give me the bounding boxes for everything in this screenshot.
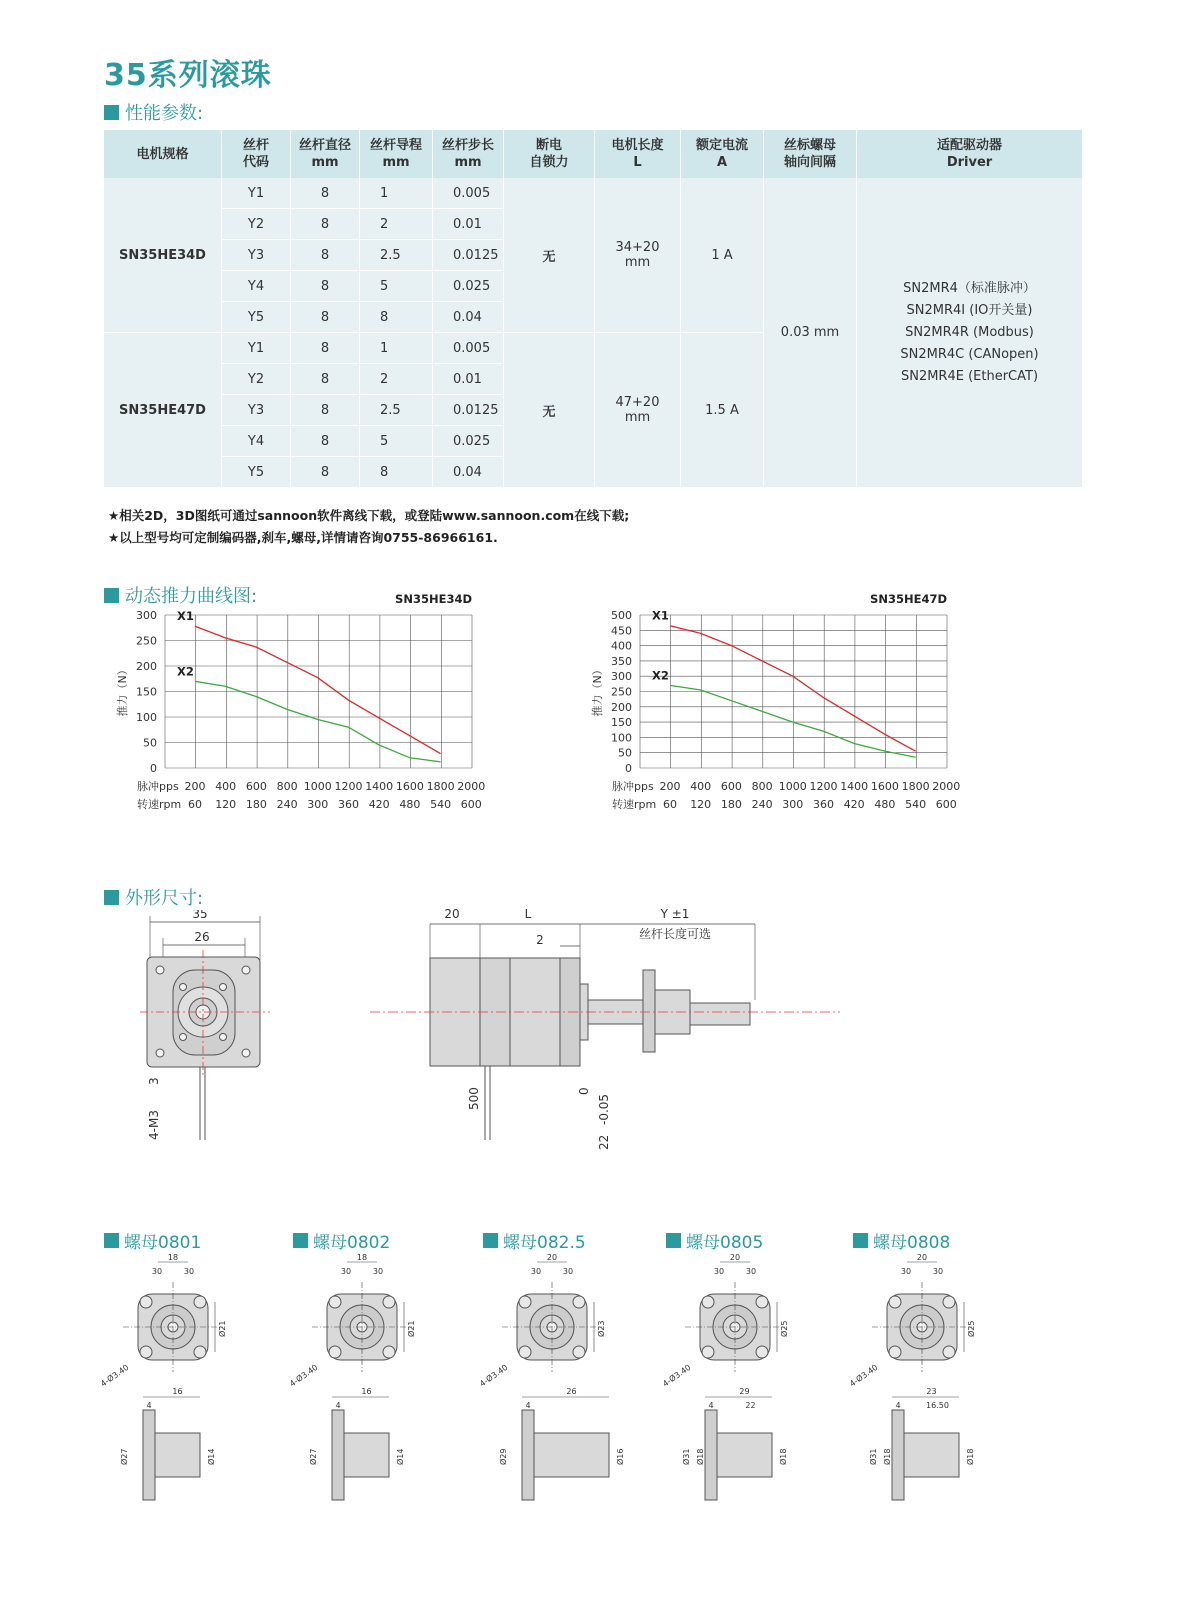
x-tick-label: 200 — [184, 780, 206, 793]
section-curve-label: 动态推力曲线图: — [125, 586, 258, 607]
series-label: X2 — [652, 668, 669, 683]
nut-d-big: Ø29 — [499, 1448, 508, 1465]
nut-flange-w: 4 — [335, 1401, 341, 1410]
cell-step: 0.025 — [433, 426, 504, 457]
nut-flange-w: 4 — [146, 1401, 152, 1410]
bolt-hole — [889, 1296, 901, 1308]
dim-note: 丝杆长度可选 — [638, 927, 712, 941]
nut-side-flange — [332, 1410, 344, 1500]
x-row1-label: 脉冲pps — [612, 780, 654, 793]
nut-angle: 30 — [151, 1267, 163, 1276]
bolt-hole — [702, 1296, 714, 1308]
cell-lock: 无 — [504, 178, 595, 333]
cell-step: 0.01 — [433, 209, 504, 240]
cell-diameter: 8 — [291, 209, 360, 240]
bolt-hole — [383, 1346, 395, 1358]
nut-drawing — [847, 1250, 1022, 1520]
nut-angle: 30 — [183, 1267, 195, 1276]
x-tick-label: 600 — [720, 780, 742, 793]
y-tick-label: 250 — [136, 634, 157, 648]
bolt-hole — [943, 1296, 955, 1308]
side-view-drawing — [370, 900, 850, 1170]
cell-step: 0.005 — [433, 333, 504, 364]
x2-tick-label: 300 — [782, 798, 804, 811]
note-line: ★以上型号均可定制编码器,刹车,螺母,详情请咨询0755-86966161. — [108, 530, 498, 545]
cell-diameter: 8 — [291, 271, 360, 302]
y-axis-label: 推力（N） — [116, 664, 129, 717]
nut-dim-w: 20 — [916, 1253, 928, 1262]
chart-title: SN35HE34D — [395, 592, 472, 606]
table-row — [104, 178, 1083, 209]
cell-code: Y3 — [222, 240, 291, 271]
series-line-X2 — [195, 681, 441, 762]
y-tick-label: 500 — [611, 609, 632, 622]
notes — [108, 505, 629, 549]
dim-2: 2 — [536, 933, 544, 947]
section-marker — [104, 1233, 119, 1248]
cell-lead: 1 — [360, 178, 433, 209]
x2-tick-label: 420 — [843, 798, 865, 811]
x2-tick-label: 600 — [935, 798, 957, 811]
nut-dia: Ø25 — [967, 1320, 976, 1337]
nut-angle: 30 — [530, 1267, 542, 1276]
x-tick-label: 1600 — [870, 780, 899, 793]
x-tick-label: 600 — [245, 780, 267, 793]
nut-name: 螺母0801 — [124, 1233, 202, 1253]
th-diameter: 丝杆直径 mm — [291, 130, 360, 178]
nut-len: 29 — [739, 1387, 750, 1396]
cell-code: Y5 — [222, 302, 291, 333]
cell-code: Y2 — [222, 209, 291, 240]
x-tick-label: 1000 — [778, 780, 807, 793]
nut-d-mid: Ø18 — [696, 1448, 705, 1465]
section-marker — [666, 1233, 681, 1248]
x-tick-label: 1400 — [365, 780, 394, 793]
cell-model: SN35HE47D — [104, 333, 222, 488]
bolt-hole — [573, 1296, 585, 1308]
nut-holes: 4-Ø3.40 — [847, 1362, 880, 1389]
nut-drawing — [477, 1250, 652, 1520]
note-line: ★相关2D，3D图纸可通过sannoon软件离线下载，或登陆www.sannoon.com在线下载; — [108, 508, 630, 523]
nut-len: 26 — [566, 1387, 577, 1396]
bolt-hole — [140, 1346, 152, 1358]
cell-drivers — [857, 178, 1083, 488]
y-tick-label: 50 — [618, 746, 632, 760]
x2-tick-label: 180 — [720, 798, 742, 811]
cell-lead: 2.5 — [360, 395, 433, 426]
x2-tick-label: 240 — [276, 798, 298, 811]
x-row2-label: 转速rpm — [612, 798, 657, 811]
nut-side-body — [904, 1433, 959, 1477]
cell-code: Y2 — [222, 364, 291, 395]
driver-item: SN2MR4C (CANopen) — [900, 346, 1039, 362]
cell-lead: 2 — [360, 364, 433, 395]
cell-diameter: 8 — [291, 457, 360, 488]
x-tick-label: 800 — [276, 780, 298, 793]
cell-lock: 无 — [504, 333, 595, 488]
th-driver: 适配驱动器 Driver — [857, 130, 1083, 178]
nut-name: 螺母0808 — [873, 1233, 951, 1253]
th-length: 电机长度 L — [595, 130, 681, 178]
dim-20: 20 — [444, 907, 460, 921]
nut-dim-w: 18 — [167, 1253, 179, 1262]
series-label: X1 — [652, 608, 669, 623]
cell-diameter: 8 — [291, 240, 360, 271]
cell-length: 34+20 mm — [595, 178, 681, 333]
section-marker — [853, 1233, 868, 1248]
y-tick-label: 250 — [611, 685, 632, 699]
nut-d-mid: Ø18 — [883, 1448, 892, 1465]
cell-step: 0.04 — [433, 457, 504, 488]
nut-dia: Ø23 — [597, 1320, 606, 1337]
cell-current: 1 A — [681, 178, 764, 333]
dim-L: L — [524, 907, 532, 921]
x2-tick-label: 120 — [215, 798, 237, 811]
cell-diameter: 8 — [291, 395, 360, 426]
section-params — [104, 99, 203, 125]
y-tick-label: 0 — [150, 762, 157, 775]
nut-angle: 30 — [372, 1267, 384, 1276]
y-tick-label: 150 — [136, 685, 157, 699]
nut-d-small: Ø18 — [779, 1448, 788, 1465]
cell-code: Y1 — [222, 333, 291, 364]
section-marker — [104, 588, 119, 603]
y-tick-label: 150 — [611, 716, 632, 730]
y-tick-label: 350 — [611, 654, 632, 668]
bolt-hole — [194, 1346, 206, 1358]
bolt-hole — [329, 1346, 341, 1358]
front-view-drawing — [140, 910, 290, 1170]
x2-tick-label: 60 — [188, 798, 202, 811]
cell-code: Y4 — [222, 426, 291, 457]
nut-d-small: Ø14 — [396, 1448, 405, 1465]
cell-length: 47+20 mm — [595, 333, 681, 488]
nut-flange-w: 4 — [525, 1401, 531, 1410]
x2-tick-label: 120 — [690, 798, 712, 811]
chart-title: SN35HE47D — [870, 592, 947, 606]
nut-len: 16 — [172, 1387, 183, 1396]
cell-diameter: 8 — [291, 178, 360, 209]
bolt-hole — [702, 1346, 714, 1358]
bolt-hole — [889, 1346, 901, 1358]
x-tick-label: 1200 — [809, 780, 838, 793]
dim-35: 35 — [192, 910, 208, 921]
nut-drawing — [98, 1250, 273, 1520]
th-lead: 丝杆导程 mm — [360, 130, 433, 178]
nut-flange-w: 4 — [895, 1401, 901, 1410]
bolt-hole — [756, 1346, 768, 1358]
section-marker — [104, 105, 119, 120]
x2-tick-label: 540 — [905, 798, 927, 811]
cell-code: Y5 — [222, 457, 291, 488]
th-model: 电机规格 — [104, 130, 222, 178]
spec-table — [104, 130, 1083, 488]
th-code: 丝杆 代码 — [222, 130, 291, 178]
nut-name: 螺母082.5 — [503, 1233, 586, 1253]
y-tick-label: 0 — [625, 762, 632, 775]
section-marker — [483, 1233, 498, 1248]
nut-angle: 30 — [932, 1267, 944, 1276]
nut-angle: 30 — [900, 1267, 912, 1276]
bolt-hole — [140, 1296, 152, 1308]
nut-flange-w: 4 — [708, 1401, 714, 1410]
nut-d-big: Ø31 — [682, 1448, 691, 1465]
x2-tick-label: 420 — [368, 798, 390, 811]
nut-angle: 30 — [562, 1267, 574, 1276]
nut-dia: Ø21 — [407, 1320, 416, 1337]
cell-diameter: 8 — [291, 302, 360, 333]
nut-len: 23 — [926, 1387, 937, 1396]
nut-side-body — [344, 1433, 389, 1477]
x-tick-label: 200 — [659, 780, 681, 793]
cell-lead: 8 — [360, 457, 433, 488]
nut-len: 16 — [361, 1387, 372, 1396]
nut-d-big: Ø27 — [309, 1448, 318, 1465]
thrust-chart-47d — [590, 592, 990, 833]
cell-lead: 5 — [360, 426, 433, 457]
cell-model: SN35HE34D — [104, 178, 222, 333]
series-line-X1 — [195, 626, 441, 754]
y-tick-label: 300 — [136, 609, 157, 622]
y-tick-label: 200 — [136, 660, 157, 673]
cell-code: Y1 — [222, 178, 291, 209]
x-tick-label: 400 — [215, 780, 237, 793]
x2-tick-label: 360 — [338, 798, 359, 811]
nut-holes: 4-Ø3.40 — [287, 1362, 320, 1389]
x2-tick-label: 240 — [751, 798, 773, 811]
nut-d-big: Ø31 — [869, 1448, 878, 1465]
cell-diameter: 8 — [291, 426, 360, 457]
bolt-hole — [194, 1296, 206, 1308]
x-tick-label: 1800 — [901, 780, 930, 793]
cell-current: 1.5 A — [681, 333, 764, 488]
section-marker — [104, 890, 119, 905]
nut-side-flange — [522, 1410, 534, 1500]
nut-side-body — [534, 1433, 609, 1477]
series-line-X1 — [670, 626, 916, 751]
nut-dia: Ø25 — [780, 1320, 789, 1337]
nut-side-flange — [705, 1410, 717, 1500]
th-gap: 丝标螺母 轴向间隔 — [764, 130, 857, 178]
dim-y: Y ±1 — [660, 907, 690, 921]
dim-depth: 3 — [147, 1077, 161, 1085]
nut-side-body — [155, 1433, 200, 1477]
nut-dia: Ø21 — [218, 1320, 227, 1337]
bolt-hole — [573, 1346, 585, 1358]
cell-lead: 8 — [360, 302, 433, 333]
bolt-hole — [519, 1296, 531, 1308]
nut-side-body — [717, 1433, 772, 1477]
cell-step: 0.005 — [433, 178, 504, 209]
y-tick-label: 100 — [136, 711, 157, 724]
series-label: X1 — [177, 609, 194, 624]
x2-tick-label: 480 — [874, 798, 896, 811]
nut-side-flange — [143, 1410, 155, 1500]
cell-diameter: 8 — [291, 333, 360, 364]
nut-angle: 30 — [713, 1267, 725, 1276]
nut-holes: 4-Ø3.40 — [660, 1362, 693, 1389]
y-tick-label: 200 — [611, 700, 632, 714]
nut-d-small: Ø14 — [207, 1448, 216, 1465]
cell-step: 0.04 — [433, 302, 504, 333]
x-tick-label: 1200 — [334, 780, 363, 793]
bolt-hole — [519, 1346, 531, 1358]
nut-d-small: Ø18 — [966, 1448, 975, 1465]
bolt-hole — [943, 1346, 955, 1358]
table-header-row — [104, 130, 1083, 178]
cell-step: 0.01 — [433, 364, 504, 395]
bolt-hole — [329, 1296, 341, 1308]
x-tick-label: 1600 — [395, 780, 424, 793]
y-tick-label: 450 — [611, 624, 632, 638]
page-title: 35系列滚珠 — [104, 58, 272, 93]
series-label: X2 — [177, 664, 194, 679]
driver-item: SN2MR4I (IO开关量) — [906, 302, 1033, 318]
nut-angle: 30 — [340, 1267, 352, 1276]
th-lock: 断电 自锁力 — [504, 130, 595, 178]
cell-step: 0.0125 — [433, 395, 504, 426]
dim-tol-a: 0 — [577, 1087, 591, 1095]
nut-angle: 30 — [745, 1267, 757, 1276]
nut-len2: 16.50 — [926, 1401, 949, 1410]
x2-tick-label: 60 — [663, 798, 677, 811]
driver-item: SN2MR4E (EtherCAT) — [900, 368, 1039, 384]
y-tick-label: 400 — [611, 639, 632, 653]
cell-step: 0.0125 — [433, 240, 504, 271]
driver-item: SN2MR4（标准脉冲） — [903, 280, 1036, 296]
series-line-X2 — [670, 685, 916, 757]
cell-code: Y4 — [222, 271, 291, 302]
x2-tick-label: 600 — [460, 798, 482, 811]
nut-drawing — [660, 1250, 835, 1520]
x-tick-label: 400 — [690, 780, 712, 793]
nut-side-flange — [892, 1410, 904, 1500]
cell-lead: 2.5 — [360, 240, 433, 271]
cell-code: Y3 — [222, 395, 291, 426]
dim-4m3: 4-M3 — [147, 1110, 161, 1140]
x-tick-label: 2000 — [932, 780, 961, 793]
cell-lead: 1 — [360, 333, 433, 364]
x2-tick-label: 180 — [245, 798, 267, 811]
x-tick-label: 1000 — [303, 780, 332, 793]
y-tick-label: 50 — [143, 736, 157, 750]
nut-dim-w: 18 — [356, 1253, 368, 1262]
bolt-hole — [756, 1296, 768, 1308]
section-params-label: 性能参数: — [125, 103, 204, 124]
x-tick-label: 1400 — [840, 780, 869, 793]
cell-lead: 5 — [360, 271, 433, 302]
nut-len2: 22 — [745, 1401, 756, 1410]
x-tick-label: 800 — [751, 780, 773, 793]
y-tick-label: 100 — [611, 731, 632, 745]
nut-name: 螺母0805 — [686, 1233, 764, 1253]
section-dims — [104, 884, 203, 910]
driver-item: SN2MR4R (Modbus) — [905, 324, 1034, 340]
nut-dim-w: 20 — [546, 1253, 558, 1262]
nut-name: 螺母0802 — [313, 1233, 391, 1253]
nut-dim-w: 20 — [729, 1253, 741, 1262]
y-axis-label: 推力（N） — [591, 664, 604, 717]
nut-drawing — [287, 1250, 462, 1520]
x2-tick-label: 360 — [813, 798, 834, 811]
nut-d-small: Ø16 — [616, 1448, 625, 1465]
cell-lead: 2 — [360, 209, 433, 240]
x2-tick-label: 540 — [430, 798, 452, 811]
section-marker — [293, 1233, 308, 1248]
x-row1-label: 脉冲pps — [137, 780, 179, 793]
th-step: 丝杆步长 mm — [433, 130, 504, 178]
dim-dia: 22 — [597, 1134, 611, 1150]
section-dims-label: 外形尺寸: — [125, 888, 204, 909]
nut-holes: 4-Ø3.40 — [477, 1362, 510, 1389]
x-tick-label: 2000 — [457, 780, 486, 793]
cell-diameter: 8 — [291, 364, 360, 395]
cell-gap: 0.03 mm — [764, 178, 857, 488]
cell-step: 0.025 — [433, 271, 504, 302]
dim-500: 500 — [467, 1087, 481, 1110]
dim-26: 26 — [194, 930, 210, 944]
y-tick-label: 300 — [611, 670, 632, 684]
x2-tick-label: 300 — [307, 798, 329, 811]
x-row2-label: 转速rpm — [137, 798, 182, 811]
bolt-hole — [383, 1296, 395, 1308]
dim-tol-b: -0.05 — [597, 1093, 611, 1125]
x2-tick-label: 480 — [399, 798, 421, 811]
nut-d-big: Ø27 — [120, 1448, 129, 1465]
th-current: 额定电流 A — [681, 130, 764, 178]
x-tick-label: 1800 — [426, 780, 455, 793]
nut-holes: 4-Ø3.40 — [98, 1362, 131, 1389]
